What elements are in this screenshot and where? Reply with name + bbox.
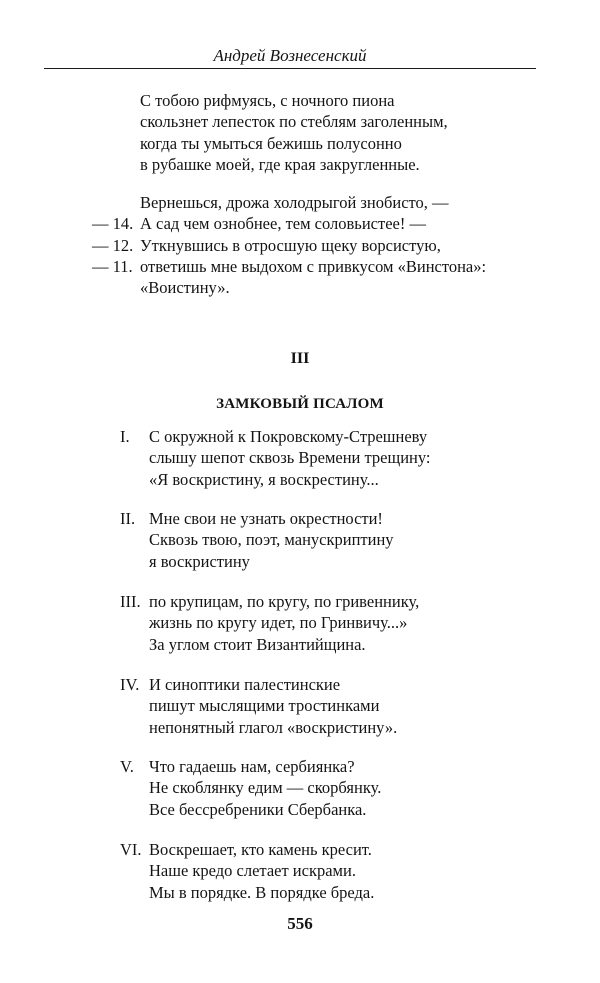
line-marker: — 12. [92,235,134,255]
verse-line [0,529,600,550]
verse-text: Уткнувшись в отросшую щеку ворсистую, [140,235,441,255]
verse-line [0,634,600,655]
verse-text: скользнет лепесток по стеблям заголенным, [140,112,448,132]
verse-line [0,469,600,490]
poem-title: ЗАМКОВЫЙ ПСАЛОМ [216,396,384,412]
stanza-numeral: II. [120,509,136,528]
verse-line [0,674,600,695]
verse-line [0,111,600,132]
verse-text: Мы в порядке. В порядке бреда. [149,882,375,902]
verse-line [0,695,600,716]
verse-line [0,133,600,154]
verse-line [0,154,600,175]
verse-line [0,612,600,633]
opening-stanza-1 [0,90,600,175]
verse-line [0,90,600,111]
verse-text: ответишь мне выдохом с привкусом «Винстона»: [140,256,487,276]
verse-text: Что гадаешь нам, сербиянка? [149,757,355,776]
verse-text: Сквозь твою, поэт, манускриптину [149,530,394,550]
verse-line [0,799,600,820]
verse-line [0,860,600,881]
verse-line [0,213,600,234]
verse-text: Вернешься, дрожа холодрыгой знобисто, — [140,193,449,212]
psalm-stanza-3 [0,591,600,655]
verse-line [0,717,600,738]
verse-text: по крупицам, по кругу, по гривеннику, [149,592,420,611]
stanza-numeral: IV. [120,675,140,694]
verse-line [0,756,600,777]
verse-text: в рубашке моей, где края закругленные. [140,154,420,174]
page-number: 556 [287,914,313,933]
verse-text: А сад чем ознобнее, тем соловьистее! — [140,214,426,234]
verse-line [0,235,600,256]
verse-line [0,426,600,447]
verse-text: жизнь по кругу идет, по Гринвичу...» [149,613,408,633]
verse-line [0,882,600,903]
verse-line [0,777,600,798]
verse-text: За углом стоит Византийщина. [149,634,366,654]
verse-text: И синоптики палестинские [149,675,341,694]
verse-line [0,591,600,612]
verse-line [0,447,600,468]
verse-line [0,551,600,572]
verse-text: «Я воскристину, я воскрестину... [149,469,379,489]
verse-line [0,277,600,298]
verse-line [0,839,600,860]
verse-text: Воскрешает, кто камень кресит. [149,840,372,859]
stanza-numeral: V. [120,757,134,776]
psalm-stanza-4 [0,674,600,738]
verse-text: С окружной к Покровскому-Стрешневу [149,427,428,446]
verse-text: я воскристину [149,551,250,571]
running-header: Андрей Вознесенский [213,46,367,65]
verse-line [0,508,600,529]
stanza-numeral: I. [120,427,130,446]
psalm-stanza-5 [0,756,600,820]
verse-text: Мне свои не узнать окрестности! [149,509,383,528]
psalm-stanza-6 [0,839,600,903]
line-marker: — 14. [92,214,134,234]
verse-text: когда ты умыться бежишь полусонно [140,133,402,153]
verse-text: Не скоблянку едим — скорбянку. [149,778,382,798]
verse-line [0,192,600,213]
verse-text: «Воистину». [140,278,230,298]
stanza-numeral: III. [120,592,141,611]
verse-text: непонятный глагол «воскристину». [149,717,398,737]
verse-text: пишут мыслящими тростинками [149,696,380,716]
psalm-stanza-1 [0,426,600,490]
opening-stanza-2 [0,192,600,298]
verse-text: слышу шепот сквозь Времени трещину: [149,448,431,468]
verse-text: С тобою рифмуясь, с ночного пиона [140,91,395,110]
section-number: III [290,350,310,367]
verse-text: Все бессребреники Сбербанка. [149,799,367,819]
header-rule [44,68,536,69]
line-marker: — 11. [92,256,133,276]
psalm-stanza-2 [0,508,600,572]
verse-text: Наше кредо слетает искрами. [149,861,356,881]
verse-line [0,256,600,277]
stanza-numeral: VI. [120,840,142,859]
